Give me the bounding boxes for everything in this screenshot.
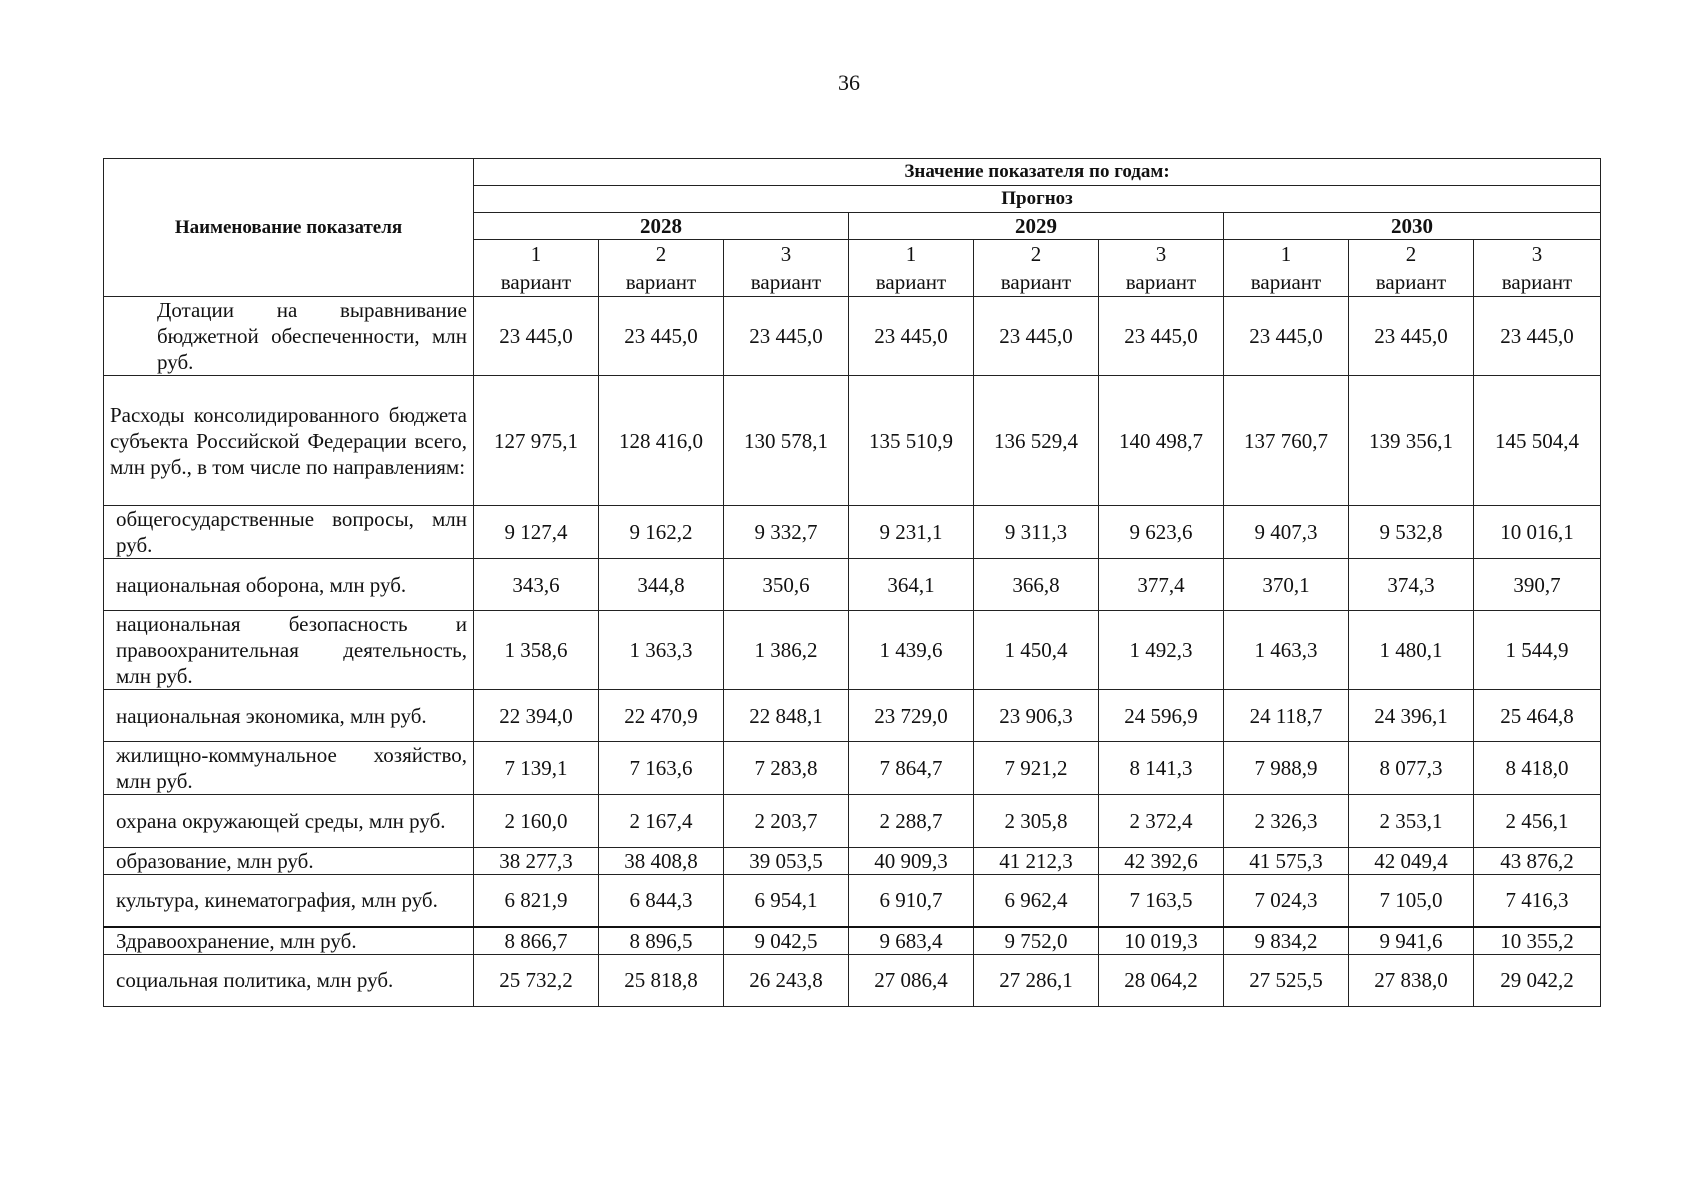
variant-header <box>599 240 724 297</box>
value-cell: 377,4 <box>1099 559 1224 611</box>
table-row <box>104 611 1601 690</box>
table-row <box>104 848 1601 875</box>
value-cell: 8 141,3 <box>1099 742 1224 795</box>
value-cell: 350,6 <box>724 559 849 611</box>
value-cell: 2 167,4 <box>599 795 724 848</box>
variant-number: 1 <box>1280 242 1292 266</box>
value-cell: 29 042,2 <box>1474 954 1601 1006</box>
value-cell: 145 504,4 <box>1474 376 1601 506</box>
value-cell: 1 480,1 <box>1349 611 1474 690</box>
value-cell: 23 445,0 <box>599 297 724 376</box>
value-cell: 23 445,0 <box>474 297 599 376</box>
indicator-name: культура, кинематография, млн руб. <box>104 875 474 927</box>
indicator-name: социальная политика, млн руб. <box>104 954 474 1006</box>
value-cell: 136 529,4 <box>974 376 1099 506</box>
value-cell: 23 445,0 <box>974 297 1099 376</box>
values-by-year-header: Значение показателя по годам: <box>474 159 1601 186</box>
value-cell: 9 532,8 <box>1349 506 1474 559</box>
value-cell: 28 064,2 <box>1099 954 1224 1006</box>
value-cell: 8 418,0 <box>1474 742 1601 795</box>
forecast-header: Прогноз <box>474 186 1601 213</box>
table-row <box>104 376 1601 506</box>
variant-header <box>849 240 974 297</box>
variant-header <box>1474 240 1601 297</box>
value-cell: 1 363,3 <box>599 611 724 690</box>
value-cell: 22 848,1 <box>724 690 849 742</box>
value-cell: 41 575,3 <box>1224 848 1349 875</box>
value-cell: 1 492,3 <box>1099 611 1224 690</box>
value-cell: 9 127,4 <box>474 506 599 559</box>
value-cell: 42 049,4 <box>1349 848 1474 875</box>
value-cell: 1 386,2 <box>724 611 849 690</box>
value-cell: 2 353,1 <box>1349 795 1474 848</box>
value-cell: 7 105,0 <box>1349 875 1474 927</box>
value-cell: 9 042,5 <box>724 927 849 955</box>
variant-number: 3 <box>1531 242 1543 266</box>
table-row <box>104 297 1601 376</box>
value-cell: 374,3 <box>1349 559 1474 611</box>
value-cell: 366,8 <box>974 559 1099 611</box>
forecast-table <box>103 158 1601 1007</box>
value-cell: 139 356,1 <box>1349 376 1474 506</box>
value-cell: 38 277,3 <box>474 848 599 875</box>
value-cell: 7 416,3 <box>1474 875 1601 927</box>
value-cell: 364,1 <box>849 559 974 611</box>
table-row <box>104 875 1601 927</box>
value-cell: 1 450,4 <box>974 611 1099 690</box>
value-cell: 2 326,3 <box>1224 795 1349 848</box>
indicator-name: жилищно-коммунальное хозяйство, млн руб. <box>104 742 474 795</box>
value-cell: 7 283,8 <box>724 742 849 795</box>
indicator-name-header: Наименование показателя <box>104 159 474 297</box>
variant-number: 1 <box>530 242 542 266</box>
variant-label: вариант <box>875 270 947 294</box>
value-cell: 370,1 <box>1224 559 1349 611</box>
value-cell: 43 876,2 <box>1474 848 1601 875</box>
variant-header <box>724 240 849 297</box>
value-cell: 25 732,2 <box>474 954 599 1006</box>
variant-label: вариант <box>1125 270 1197 294</box>
value-cell: 9 311,3 <box>974 506 1099 559</box>
value-cell: 23 445,0 <box>1349 297 1474 376</box>
value-cell: 390,7 <box>1474 559 1601 611</box>
value-cell: 8 077,3 <box>1349 742 1474 795</box>
value-cell: 10 019,3 <box>1099 927 1224 955</box>
variant-number: 1 <box>905 242 917 266</box>
value-cell: 9 231,1 <box>849 506 974 559</box>
table-row <box>104 927 1601 955</box>
table-body <box>104 297 1601 1007</box>
value-cell: 10 016,1 <box>1474 506 1601 559</box>
value-cell: 25 818,8 <box>599 954 724 1006</box>
value-cell: 2 372,4 <box>1099 795 1224 848</box>
table-row <box>104 954 1601 1006</box>
value-cell: 1 544,9 <box>1474 611 1601 690</box>
value-cell: 127 975,1 <box>474 376 599 506</box>
value-cell: 8 896,5 <box>599 927 724 955</box>
value-cell: 23 445,0 <box>1474 297 1601 376</box>
value-cell: 343,6 <box>474 559 599 611</box>
variant-header <box>974 240 1099 297</box>
value-cell: 42 392,6 <box>1099 848 1224 875</box>
value-cell: 41 212,3 <box>974 848 1099 875</box>
value-cell: 38 408,8 <box>599 848 724 875</box>
variant-number: 2 <box>1030 242 1042 266</box>
value-cell: 7 163,5 <box>1099 875 1224 927</box>
value-cell: 22 394,0 <box>474 690 599 742</box>
value-cell: 40 909,3 <box>849 848 974 875</box>
table-row <box>104 690 1601 742</box>
value-cell: 24 118,7 <box>1224 690 1349 742</box>
indicator-name: национальная экономика, млн руб. <box>104 690 474 742</box>
table-row <box>104 559 1601 611</box>
value-cell: 2 203,7 <box>724 795 849 848</box>
value-cell: 27 286,1 <box>974 954 1099 1006</box>
value-cell: 8 866,7 <box>474 927 599 955</box>
value-cell: 7 864,7 <box>849 742 974 795</box>
value-cell: 6 910,7 <box>849 875 974 927</box>
value-cell: 2 456,1 <box>1474 795 1601 848</box>
value-cell: 27 838,0 <box>1349 954 1474 1006</box>
value-cell: 344,8 <box>599 559 724 611</box>
value-cell: 10 355,2 <box>1474 927 1601 955</box>
value-cell: 2 305,8 <box>974 795 1099 848</box>
value-cell: 7 921,2 <box>974 742 1099 795</box>
variant-label: вариант <box>1250 270 1322 294</box>
variant-header <box>1099 240 1224 297</box>
variant-label: вариант <box>1000 270 1072 294</box>
value-cell: 140 498,7 <box>1099 376 1224 506</box>
value-cell: 27 525,5 <box>1224 954 1349 1006</box>
value-cell: 7 024,3 <box>1224 875 1349 927</box>
page-number: 36 <box>838 70 860 95</box>
value-cell: 24 596,9 <box>1099 690 1224 742</box>
indicator-name: Расходы консолидированного бюджета субъекта Российской Федерации всего, млн руб., в том числе по направлениям: <box>104 376 474 506</box>
value-cell: 2 288,7 <box>849 795 974 848</box>
value-cell: 130 578,1 <box>724 376 849 506</box>
value-cell: 135 510,9 <box>849 376 974 506</box>
variant-label: вариант <box>1375 270 1447 294</box>
value-cell: 23 445,0 <box>1224 297 1349 376</box>
indicator-name: общегосударственные вопросы, млн руб. <box>104 506 474 559</box>
table-row <box>104 742 1601 795</box>
value-cell: 9 162,2 <box>599 506 724 559</box>
value-cell: 23 445,0 <box>849 297 974 376</box>
value-cell: 137 760,7 <box>1224 376 1349 506</box>
value-cell: 27 086,4 <box>849 954 974 1006</box>
value-cell: 25 464,8 <box>1474 690 1601 742</box>
value-cell: 9 623,6 <box>1099 506 1224 559</box>
variant-header <box>474 240 599 297</box>
value-cell: 7 988,9 <box>1224 742 1349 795</box>
indicator-name: Здравоохранение, млн руб. <box>104 927 474 955</box>
year-2028-header: 2028 <box>474 213 849 240</box>
indicator-name: национальная безопасность и правоохранительная деятельность, млн руб. <box>104 611 474 690</box>
year-2029-header: 2029 <box>849 213 1224 240</box>
value-cell: 22 470,9 <box>599 690 724 742</box>
value-cell: 7 163,6 <box>599 742 724 795</box>
variant-number: 3 <box>1155 242 1167 266</box>
variant-label: вариант <box>750 270 822 294</box>
value-cell: 9 683,4 <box>849 927 974 955</box>
indicator-name: охрана окружающей среды, млн руб. <box>104 795 474 848</box>
value-cell: 6 821,9 <box>474 875 599 927</box>
variant-label: вариант <box>1501 270 1573 294</box>
value-cell: 26 243,8 <box>724 954 849 1006</box>
value-cell: 23 445,0 <box>724 297 849 376</box>
value-cell: 9 941,6 <box>1349 927 1474 955</box>
variant-label: вариант <box>625 270 697 294</box>
value-cell: 1 439,6 <box>849 611 974 690</box>
value-cell: 128 416,0 <box>599 376 724 506</box>
value-cell: 1 463,3 <box>1224 611 1349 690</box>
variant-label: вариант <box>500 270 572 294</box>
value-cell: 2 160,0 <box>474 795 599 848</box>
value-cell: 6 844,3 <box>599 875 724 927</box>
indicator-name: национальная оборона, млн руб. <box>104 559 474 611</box>
value-cell: 9 332,7 <box>724 506 849 559</box>
value-cell: 7 139,1 <box>474 742 599 795</box>
variant-number: 2 <box>1405 242 1417 266</box>
value-cell: 23 729,0 <box>849 690 974 742</box>
variant-header <box>1224 240 1349 297</box>
value-cell: 24 396,1 <box>1349 690 1474 742</box>
value-cell: 9 407,3 <box>1224 506 1349 559</box>
indicator-name: образование, млн руб. <box>104 848 474 875</box>
value-cell: 23 445,0 <box>1099 297 1224 376</box>
value-cell: 23 906,3 <box>974 690 1099 742</box>
value-cell: 9 752,0 <box>974 927 1099 955</box>
value-cell: 9 834,2 <box>1224 927 1349 955</box>
table-row <box>104 506 1601 559</box>
year-2030-header: 2030 <box>1224 213 1601 240</box>
variant-number: 3 <box>780 242 792 266</box>
value-cell: 39 053,5 <box>724 848 849 875</box>
indicator-name: Дотации на выравнивание бюджетной обеспеченности, млн руб. <box>104 297 474 376</box>
table-row <box>104 795 1601 848</box>
value-cell: 6 954,1 <box>724 875 849 927</box>
variant-header <box>1349 240 1474 297</box>
value-cell: 6 962,4 <box>974 875 1099 927</box>
value-cell: 1 358,6 <box>474 611 599 690</box>
variant-number: 2 <box>655 242 667 266</box>
